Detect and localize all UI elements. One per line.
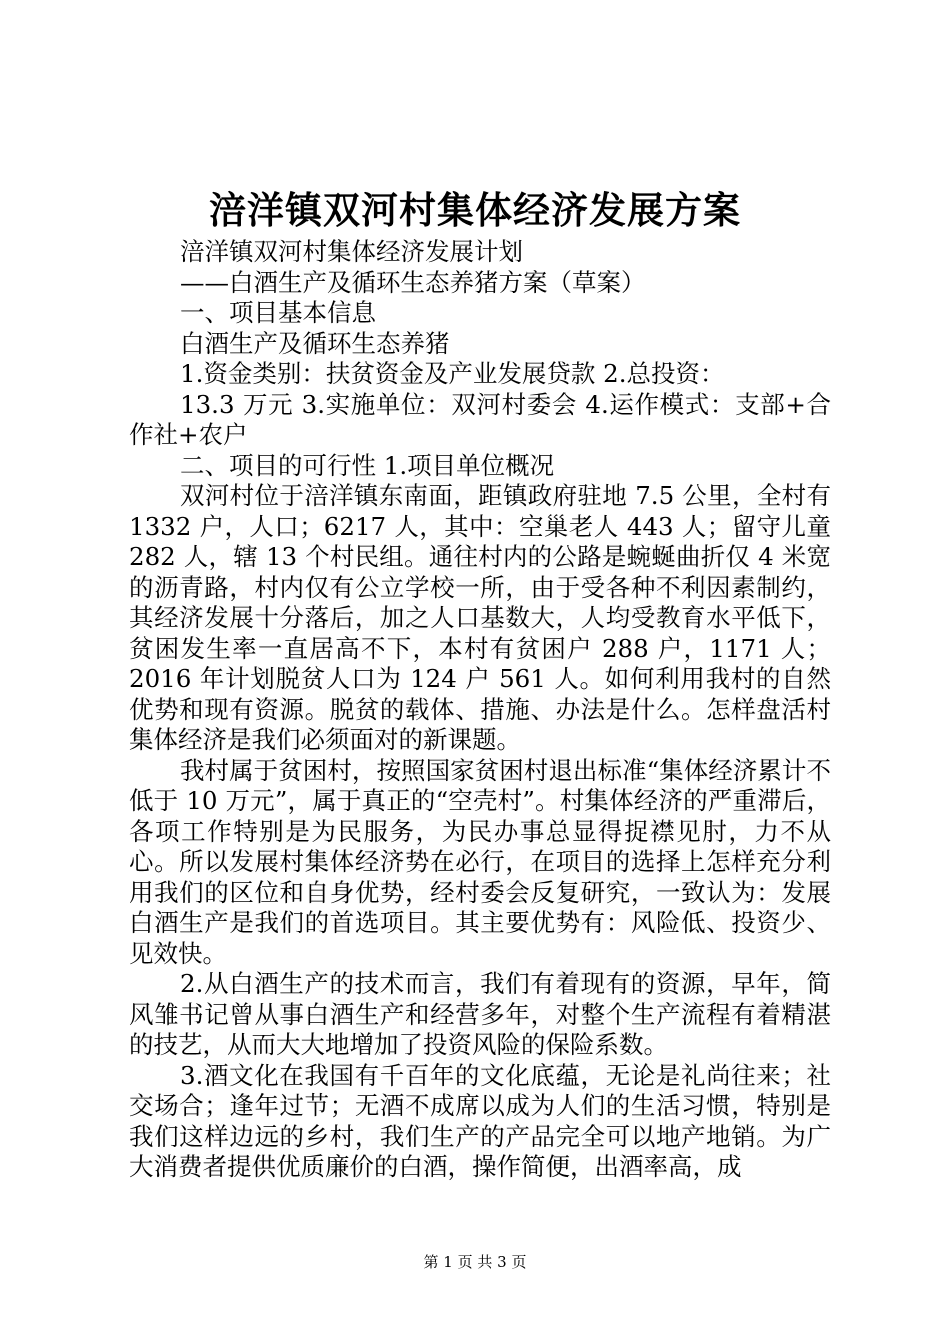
page-footer: 第 1 页 共 3 页 — [423, 1253, 527, 1271]
document-body — [129, 237, 831, 1183]
document-title: 涪洋镇双河村集体经济发展方案 — [209, 188, 741, 232]
paragraph-project-name: 白酒生产及循环生态养猪 — [180, 328, 450, 358]
paragraph-subtitle: 涪洋镇双河村集体经济发展计划 — [180, 237, 523, 266]
paragraph-culture: 3.酒文化在我国有千百年的文化底蕴，无论是礼尚往来；社交场合；逢年过节；无酒不成席以成为人们的生活习惯，特别是我们这样边远的乡村，我们生产的产品完全可以地产地销。为广大消费者提供优质廉价的白酒，操作简便，出酒率高，成 — [129, 1060, 831, 1181]
section-heading-1: 一、项目基本信息 — [180, 298, 376, 327]
paragraph-fund-type: 1.资金类别：扶贫资金及产业发展贷款 2.总投资： — [180, 359, 725, 388]
paragraph-poverty-status: 我村属于贫困村，按照国家贫困村退出标准“集体经济累计不低于 10 万元”，属于真正的“空壳村”。村集体经济的严重滞后，各项工作特别是为民服务，为民办事总显得捉襟见肘，力不从心。所以发展村集体经济势在必行，在项目的选择上怎样充分利用我们的区位和自身优势，经村委会反复研究，一致认为：发展白酒生产是我们的首选项目。其主要优势有：风险低、投资少、见效快。 — [129, 755, 831, 968]
paragraph-investment: 13.3 万元 3.实施单位：双河村委会 4.运作模式：支部+合作社+农户 — [129, 389, 831, 449]
section-heading-2: 二、项目的可行性 1.项目单位概况 — [180, 450, 555, 480]
paragraph-village-overview: 双河村位于涪洋镇东南面，距镇政府驻地 7.5 公里，全村有 1332 户，人口；6217 人，其中：空巢老人 443 人；留守儿童 282 人，辖 13 个村民组。通往村内的公路是蜿蜒曲折仅 4 米宽的沥青路，村内仅有公立学校一所，由于受各种不利因素制约，其经济发展十分落后，加之人口基数大，人均受教育水平低下，贫困发生率一直居高不下，本村有贫困户 288 户，1171 人；2016 年计划脱贫人口为 124 户 561 人。如何利用我村的自然优势和现有资源。脱贫的载体、措施、办法是什么。怎样盘活村集体经济是我们必须面对的新课题。 — [129, 481, 831, 754]
paragraph-subtitle-2: ——白酒生产及循环生态养猪方案（草案） — [180, 267, 646, 297]
paragraph-technology: 2.从白酒生产的技术而言，我们有着现有的资源，早年，简风雏书记曾从事白酒生产和经营多年，对整个生产流程有着精湛的技艺，从而大大地增加了投资风险的保险系数。 — [129, 969, 831, 1059]
